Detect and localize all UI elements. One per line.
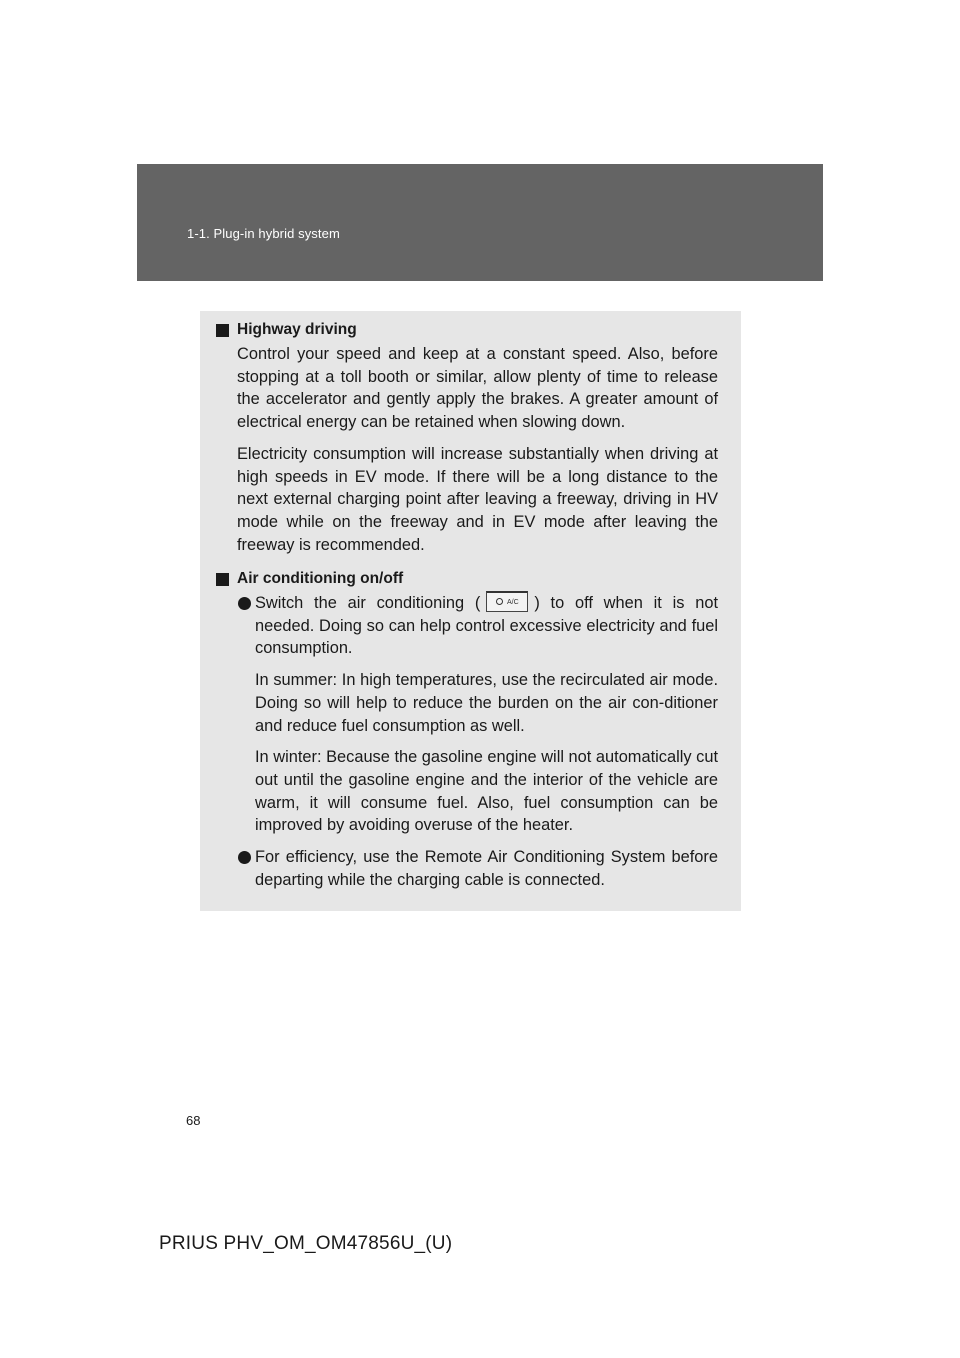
aircon-title [216, 568, 718, 590]
highway-title-text: Highway driving [237, 321, 357, 338]
highway-paragraph-2: Electricity consumption will increase substantially when driving at high speeds in EV mode. If there will be a long distance to the next external charging point after leaving a freeway, driving in HV mode while on the freeway and in EV mode after leaving the freeway is recommended. [237, 444, 718, 554]
aircon-bullet-2-text: For efficiency, use the Remote Air Conditioning System before departing while the charging cable is connected. [255, 848, 718, 889]
aircon-section [216, 568, 718, 891]
square-bullet-icon [216, 573, 229, 586]
ac-button-icon: A/C [486, 591, 528, 612]
aircon-title-text: Air conditioning on/off [237, 570, 404, 587]
section-label: 1-1. Plug-in hybrid system [187, 226, 340, 241]
highway-paragraph-1: Control your speed and keep at a constant speed. Also, before stopping at a toll booth or similar, allow plenty of time to release the accelerator and gently apply the brakes. A greater amount of electrical energy can be retained when slowing down. [237, 345, 718, 432]
round-bullet-icon [238, 851, 251, 864]
aircon-bullet-1 [216, 592, 718, 660]
highway-section [216, 319, 718, 556]
info-box [200, 311, 741, 911]
square-bullet-icon [216, 324, 229, 337]
aircon-winter-text: In winter: Because the gasoline engine will not automatically cut out until the gasoline engine and the interior of the vehicle are warm, it will consume fuel. Also, fuel consumption can be improved by avoiding overuse of the heater. [255, 748, 718, 835]
highway-title [216, 319, 718, 341]
aircon-bullet-1-text: Switch the air conditioning ( A/C ) to off when it is not needed. Doing so can help control excessive electricity and fuel consumption. [255, 592, 718, 660]
aircon-summer-text: In summer: In high temperatures, use the recirculated air mode. Doing so will help to reduce the burden on the air con-ditioner and reduce fuel consumption as well. [255, 671, 718, 735]
header-band [137, 164, 823, 281]
page-number: 68 [186, 1113, 201, 1128]
aircon-bullet-2 [216, 846, 718, 891]
document-code: PRIUS PHV_OM_OM47856U_(U) [159, 1233, 453, 1254]
round-bullet-icon [238, 597, 251, 610]
